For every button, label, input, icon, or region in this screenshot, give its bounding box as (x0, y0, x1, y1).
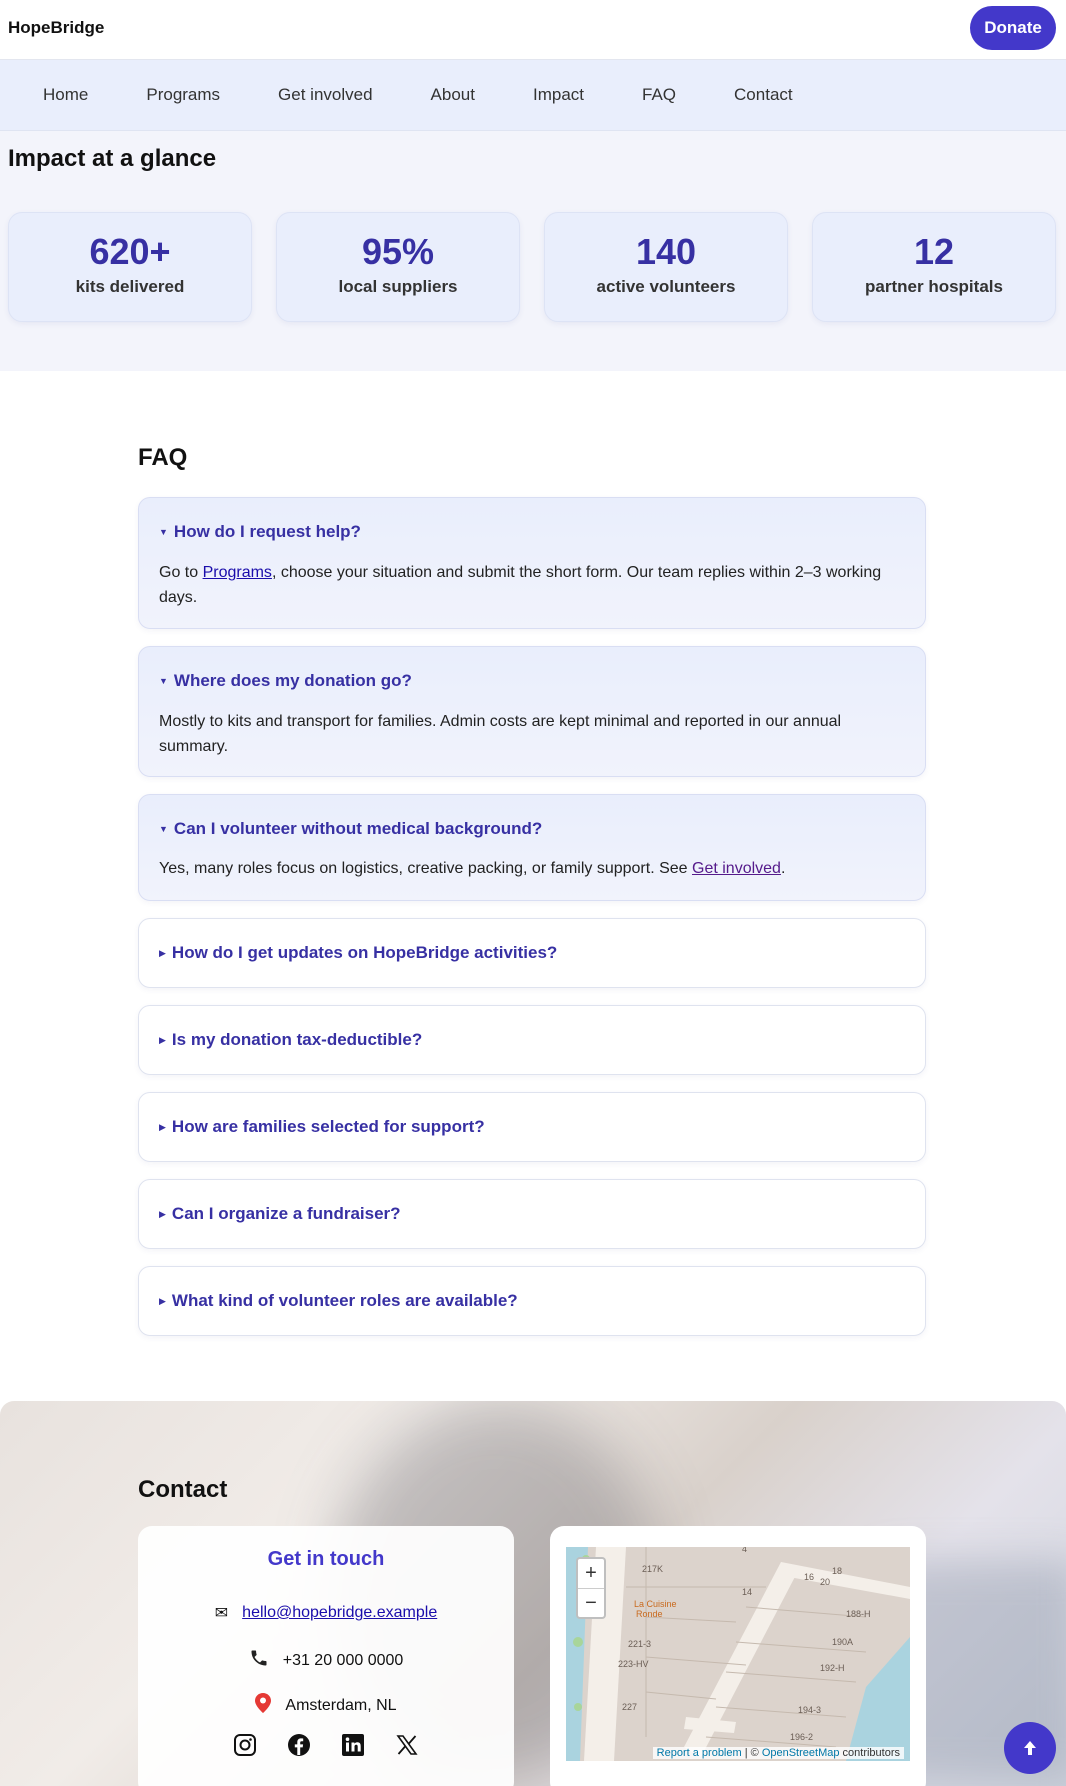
faq-question[interactable]: ▶ What kind of volunteer roles are available? (159, 1291, 518, 1310)
faq-question[interactable]: ▶ Is my donation tax-deductible? (159, 1030, 423, 1049)
report-problem-link[interactable]: Report a problem (656, 1747, 742, 1759)
zoom-in-button[interactable]: + (585, 1562, 597, 1584)
faq-item-volunteer-background[interactable] (138, 794, 926, 901)
impact-section (0, 131, 1066, 371)
nav-impact[interactable]: Impact (532, 85, 585, 104)
faq-question[interactable]: ▼ Can I volunteer without medical background? (159, 819, 543, 838)
faq-answer: Yes, many roles focus on logistics, creative packing, or family support. See Get involved. (159, 860, 786, 877)
contact-section (0, 1401, 1066, 1786)
faq-question[interactable]: ▶ How are families selected for support? (159, 1117, 485, 1136)
caret-right-icon: ▶ (159, 1295, 166, 1306)
faq-item-families[interactable] (138, 1092, 926, 1162)
map-card (550, 1526, 926, 1786)
map-label: 4 (742, 1547, 748, 1554)
contact-card (138, 1526, 514, 1786)
stat-label: local suppliers (338, 277, 458, 296)
map-label: 190A (832, 1637, 854, 1647)
location-text: Amsterdam, NL (285, 1696, 397, 1714)
faq-question[interactable]: ▼ Where does my donation go? (159, 671, 412, 690)
contact-title: Contact (138, 1476, 228, 1503)
map-label: 227 (622, 1702, 638, 1712)
zoom-out-button[interactable]: − (578, 1588, 604, 1617)
caret-right-icon: ▶ (159, 947, 166, 958)
caret-down-icon: ▼ (159, 676, 168, 686)
map-tiles (566, 1547, 910, 1761)
brand-logo[interactable]: HopeBridge (8, 18, 105, 37)
faq-item-tax[interactable] (138, 1005, 926, 1075)
osm-link[interactable]: OpenStreetMap (761, 1747, 840, 1759)
stat-value: 140 (635, 231, 697, 272)
map-label: 221-3 (628, 1639, 652, 1649)
faq-item-donation[interactable] (138, 646, 926, 777)
contact-card-title: Get in touch (267, 1548, 385, 1570)
email-link[interactable]: hello@hopebridge.example (242, 1604, 438, 1621)
phone-row (138, 1648, 514, 1673)
map-label: 194-3 (798, 1705, 822, 1715)
stat-value: 12 (913, 231, 955, 272)
caret-down-icon: ▼ (159, 527, 168, 537)
arrow-up-icon (1022, 1740, 1038, 1756)
map-label: 16 (804, 1572, 815, 1582)
faq-item-fundraiser[interactable] (138, 1179, 926, 1249)
instagram-icon[interactable] (233, 1733, 257, 1757)
phone-icon (249, 1648, 269, 1673)
stat-card-suppliers (276, 212, 520, 322)
faq-item-volunteer-roles[interactable] (138, 1266, 926, 1336)
stat-card-hospitals (812, 212, 1056, 322)
faq-answer: Mostly to kits and transport for families. Admin costs are kept minimal and reported in our annual summary. (159, 713, 842, 755)
faq-question[interactable]: ▶ Can I organize a fundraiser? (159, 1204, 401, 1223)
top-bar (0, 0, 1066, 60)
map-zoom-controls (576, 1557, 606, 1619)
faq-question[interactable]: ▼ How do I request help? (159, 522, 361, 541)
caret-right-icon: ▶ (159, 1121, 166, 1132)
map-label: 223-HV (618, 1659, 649, 1669)
impact-title: Impact at a glance (8, 145, 217, 172)
nav-programs[interactable]: Programs (146, 85, 221, 104)
map-label: 20 (820, 1577, 831, 1587)
map-label: 192-H (820, 1663, 845, 1673)
nav-about[interactable]: About (430, 85, 475, 104)
faq-title: FAQ (138, 444, 188, 471)
map-label: 196-2 (790, 1732, 814, 1742)
location-row (138, 1693, 514, 1718)
back-to-top-button[interactable] (1004, 1722, 1056, 1774)
map-label: La Cuisine (634, 1599, 677, 1609)
nav-home[interactable]: Home (43, 85, 89, 104)
faq-question[interactable]: ▶ How do I get updates on HopeBridge activities? (159, 943, 558, 962)
caret-down-icon: ▼ (159, 824, 168, 834)
main-nav (0, 60, 1066, 131)
faq-item-request-help[interactable] (138, 497, 926, 629)
social-links (138, 1733, 514, 1757)
stat-card-volunteers (544, 212, 788, 322)
map-label: Ronde (636, 1609, 663, 1619)
stat-value: 620+ (89, 231, 171, 272)
nav-get-involved[interactable]: Get involved (278, 85, 373, 104)
caret-right-icon: ▶ (159, 1034, 166, 1045)
get-involved-link[interactable]: Get involved (692, 860, 781, 877)
map-label: 14 (742, 1587, 753, 1597)
pin-icon (255, 1693, 271, 1718)
nav-contact[interactable]: Contact (734, 85, 793, 104)
faq-item-updates[interactable] (138, 918, 926, 988)
stat-label: partner hospitals (865, 277, 1003, 296)
faq-answer: Go to Programs, choose your situation and submit the short form. Our team replies within 2–3 working days. (159, 564, 882, 606)
stat-value: 95% (361, 231, 435, 272)
caret-right-icon: ▶ (159, 1208, 166, 1219)
phone-number: +31 20 000 0000 (282, 1651, 404, 1669)
location-map[interactable] (566, 1547, 910, 1761)
map-label: 188-H (846, 1609, 871, 1619)
stat-label: active volunteers (596, 277, 736, 296)
email-row (138, 1603, 514, 1623)
nav-faq[interactable]: FAQ (642, 85, 677, 104)
facebook-icon[interactable] (287, 1733, 311, 1757)
stat-card-kits (8, 212, 252, 322)
linkedin-icon[interactable] (341, 1733, 365, 1757)
map-label: 217K (642, 1564, 664, 1574)
map-attribution: Report a problem | © OpenStreetMap contributors (653, 1747, 904, 1759)
x-icon[interactable] (395, 1733, 419, 1757)
donate-button[interactable]: Donate (970, 6, 1056, 50)
stat-label: kits delivered (75, 277, 185, 296)
envelope-icon: ✉ (214, 1605, 229, 1622)
programs-link[interactable]: Programs (202, 564, 272, 581)
map-label: 18 (832, 1566, 843, 1576)
